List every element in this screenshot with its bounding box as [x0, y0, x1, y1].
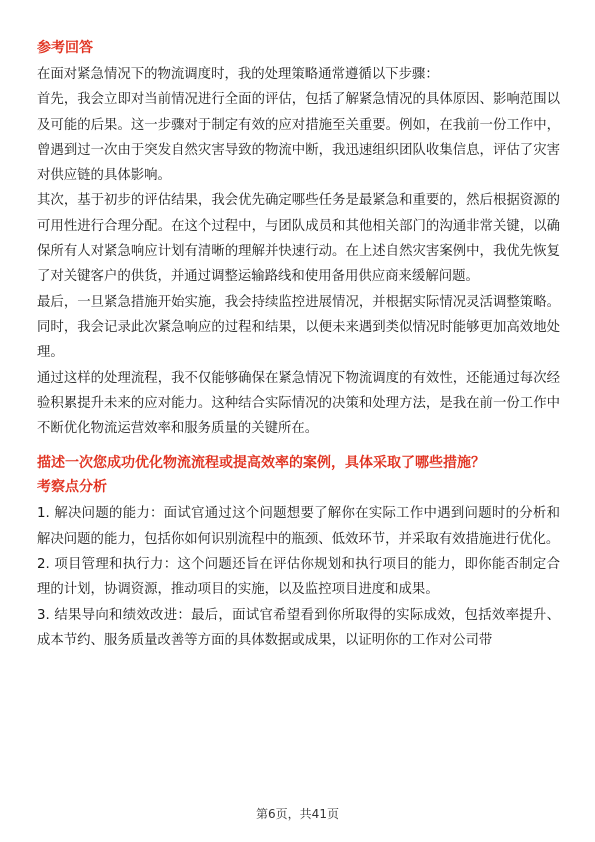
analysis-item-2: 2. 项目管理和执行力：这个问题还旨在评估你规划和执行项目的能力，即你能否制定合理的计划，协调资源，推动项目的实施，以及监控项目进度和成果。 [37, 557, 560, 598]
section-heading-analysis: 考察点分析 [37, 479, 107, 496]
paragraph-last: 最后，一旦紧急措施开始实施，我会持续监控进展情况，并根据实际情况灵活调整策略。同时，我会记录此次紧急响应的过程和结果，以便未来遇到类似情况时能够更加高效地处理。 [37, 294, 560, 361]
paragraph-first: 首先，我会立即对当前情况进行全面的评估，包括了解紧急情况的具体原因、影响范围以及可能的后果。这一步骤对于制定有效的应对措施至关重要。例如，在我前一份工作中，曾遇到过一次由于突发自然灾害导致的物流中断，我迅速组织团队收集信息，评估了灾害对供应链的具体影响。 [37, 92, 560, 184]
page-content [37, 38, 560, 653]
analysis-item-1: 1. 解决问题的能力：面试官通过这个问题想要了解你在实际工作中遇到问题时的分析和解决问题的能力，包括你如何识别流程中的瓶颈、低效环节，并采取有效措施进行优化。 [37, 506, 560, 547]
page-number: 第6页，共41页 [256, 807, 339, 821]
question-heading: 描述一次您成功优化物流流程或提高效率的案例，具体采取了哪些措施？ [37, 455, 485, 472]
section-heading-reference-answer: 参考回答 [37, 40, 93, 56]
analysis-item-3: 3. 结果导向和绩效改进：最后，面试官希望看到你所取得的实际成效，包括效率提升、成本节约、服务质量改善等方面的具体数据或成果，以证明你的工作对公司带 [37, 607, 560, 648]
paragraph-intro: 在面对紧急情况下的物流调度时，我的处理策略通常遵循以下步骤： [37, 67, 439, 82]
paragraph-second: 其次，基于初步的评估结果，我会优先确定哪些任务是最紧急和重要的，然后根据资源的可用性进行合理分配。在这个过程中，与团队成员和其他相关部门的沟通非常关键，以确保所有人对紧急响应计划有清晰的理解并快速行动。在上述自然灾害案例中，我优先恢复了对关键客户的供货，并通过调整运输路线和使用备用供应商来缓解问题。 [37, 193, 560, 285]
paragraph-conclusion: 通过这样的处理流程，我不仅能够确保在紧急情况下物流调度的有效性，还能通过每次经验积累提升未来的应对能力。这种结合实际情况的决策和处理方法，是我在前一份工作中不断优化物流运营效率和服务质量的关键所在。 [37, 370, 560, 437]
